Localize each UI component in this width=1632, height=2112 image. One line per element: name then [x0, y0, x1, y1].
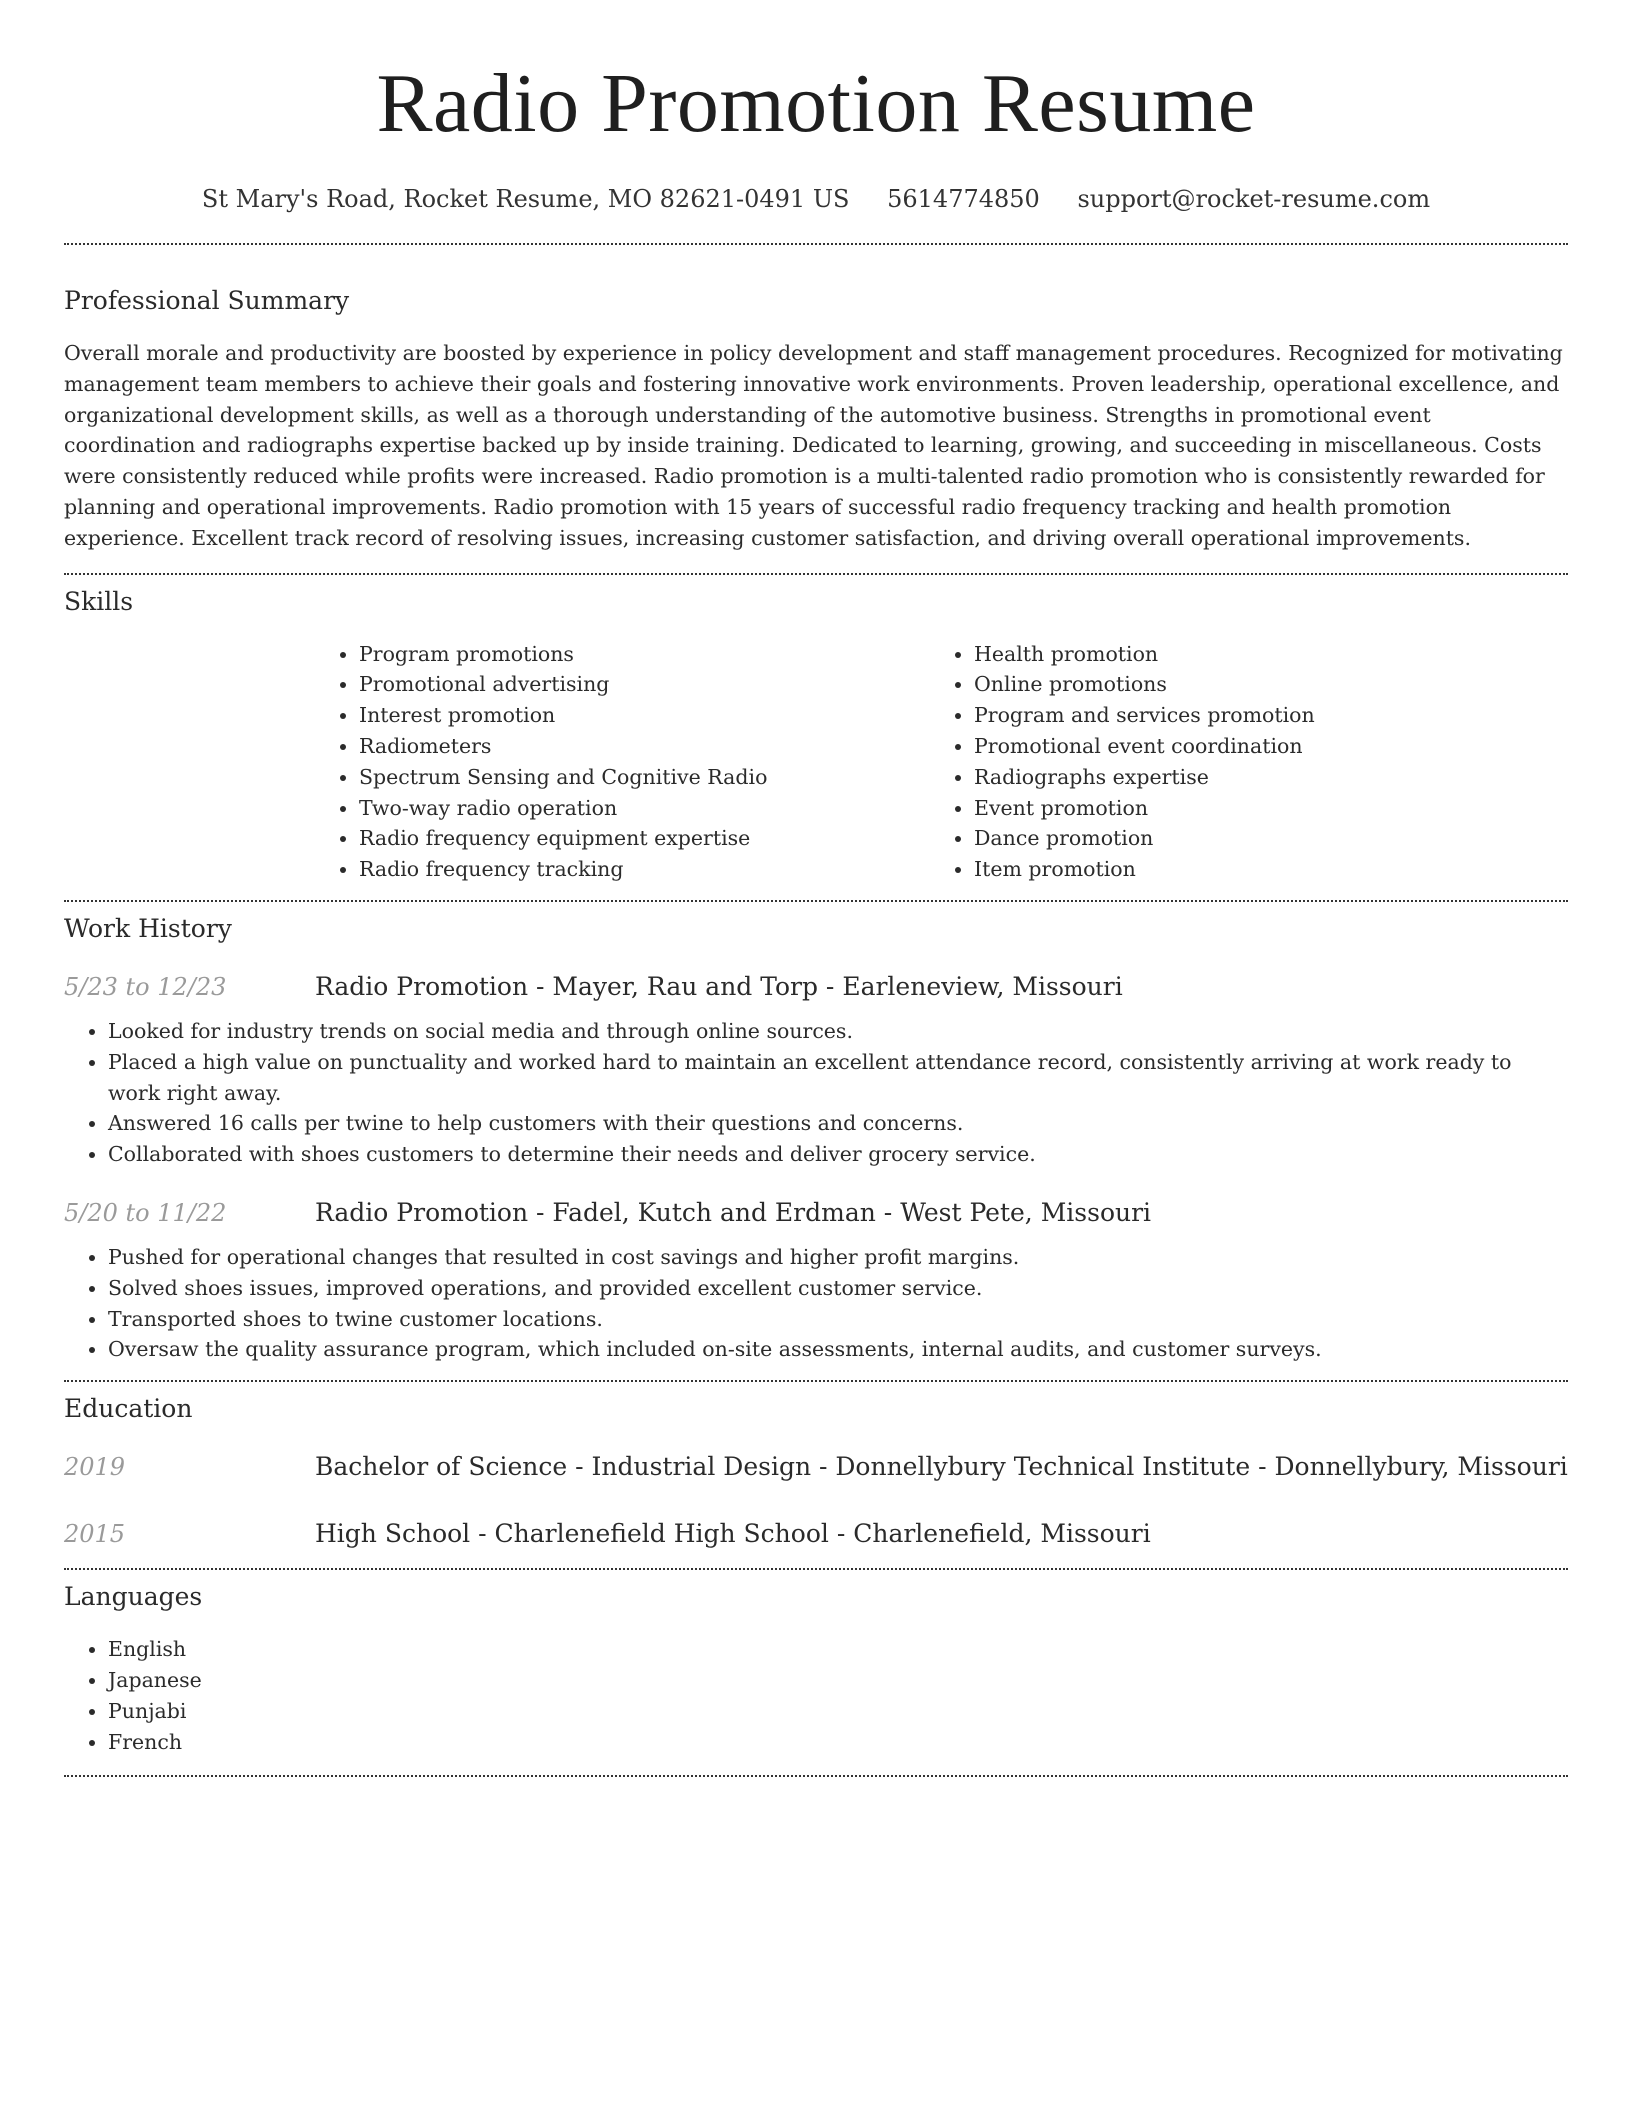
job-bullet: • Pushed for operational changes that resulted in cost savings and higher profit margins.: [108, 1242, 1568, 1273]
language-item: • Punjabi: [108, 1696, 1568, 1727]
job-header: [64, 1196, 1568, 1230]
skill-item: • Interest promotion: [359, 700, 930, 731]
job-bullet: • Collaborated with shoes customers to determine their needs and deliver grocery service.: [108, 1139, 1568, 1170]
skill-item: • Event promotion: [974, 793, 1545, 824]
skill-item: • Program and services promotion: [974, 700, 1545, 731]
address-text: St Mary's Road, Rocket Resume, MO 82621-0491 US: [201, 185, 850, 213]
skills-column-right: [930, 639, 1545, 885]
skill-item: • Online promotions: [974, 669, 1545, 700]
job-bullet: • Answered 16 calls per twine to help customers with their questions and concerns.: [108, 1108, 1568, 1139]
skill-item: • Two-way radio operation: [359, 793, 930, 824]
job-dates: 5/20 to 11/22: [64, 1198, 227, 1227]
job-bullet: • Oversaw the quality assurance program, which included on-site assessments, internal audits, and customer surveys.: [108, 1334, 1568, 1365]
section-title-languages: Languages: [64, 1582, 203, 1612]
job-bullet: • Solved shoes issues, improved operations, and provided excellent customer service.: [108, 1273, 1568, 1304]
summary-section: [64, 284, 1568, 554]
skill-item: • Health promotion: [974, 639, 1545, 670]
language-item: • English: [108, 1634, 1568, 1665]
language-item: • Japanese: [108, 1665, 1568, 1696]
section-title-education: Education: [64, 1394, 193, 1424]
summary-text: Overall morale and productivity are boosted by experience in policy development and staff management procedures. Recognized for motivating management team members to achieve their goals and fostering innovative work environments. Proven leadership, operational excellence, and organizational development skills, as well as a thorough understanding of the automotive business. Strengths in promotional event coordination and radiographs expertise backed up by inside training. Dedicated to learning, growing, and succeeding in miscellaneous. Costs were consistently reduced while profits were increased. Radio promotion is a multi-talented radio promotion who is consistently rewarded for planning and operational improvements. Radio promotion with 15 years of successful radio frequency tracking and health promotion experience. Excellent track record of resolving issues, increasing customer satisfaction, and driving overall operational improvements.: [64, 341, 1563, 550]
divider: [64, 1775, 1568, 1777]
work-history-section: [64, 912, 1568, 1365]
skills-section: [64, 585, 1568, 885]
education-section: [64, 1392, 1568, 1551]
skill-item: • Radiographs expertise: [974, 762, 1545, 793]
job-heading: Radio Promotion - Mayer, Rau and Torp - Earleneview, Missouri: [315, 971, 1123, 1001]
resume-title: Radio Promotion Resume: [376, 57, 1256, 150]
skill-item: • Radiometers: [359, 731, 930, 762]
job-bullets: [64, 1016, 1568, 1170]
skill-item: • Program promotions: [359, 639, 930, 670]
skill-item: • Radio frequency equipment expertise: [359, 823, 930, 854]
skills-column-left: [315, 639, 930, 885]
language-item: • French: [108, 1727, 1568, 1758]
skill-item: • Promotional advertising: [359, 669, 930, 700]
skill-item: • Dance promotion: [974, 823, 1545, 854]
job-entry: [64, 970, 1568, 1170]
skill-item: • Spectrum Sensing and Cognitive Radio: [359, 762, 930, 793]
education-year: 2015: [64, 1520, 126, 1549]
education-entry: [64, 1450, 1568, 1484]
education-year: 2019: [64, 1453, 126, 1482]
section-title-work-history: Work History: [64, 913, 232, 943]
divider: [64, 1380, 1568, 1382]
job-bullets: [64, 1242, 1568, 1365]
divider: [64, 1568, 1568, 1570]
email-link[interactable]: support@rocket-resume.com: [1077, 185, 1431, 213]
job-header: [64, 970, 1568, 1004]
job-heading: Radio Promotion - Fadel, Kutch and Erdman - West Pete, Missouri: [315, 1197, 1152, 1227]
education-heading: Bachelor of Science - Industrial Design - Donnellybury Technical Institute - Donnellybury, Missouri: [315, 1452, 1568, 1482]
skills-grid: [315, 639, 1568, 885]
job-bullet: • Placed a high value on punctuality and worked hard to maintain an excellent attendance record, consistently arriving at work ready to work right away.: [108, 1047, 1568, 1109]
education-heading: High School - Charlenefield High School - Charlenefield, Missouri: [315, 1519, 1151, 1549]
job-entry: [64, 1196, 1568, 1365]
section-title-skills: Skills: [64, 586, 134, 616]
job-dates: 5/23 to 12/23: [64, 972, 227, 1001]
languages-section: [64, 1580, 1568, 1757]
divider: [64, 573, 1568, 575]
education-entry: [64, 1517, 1568, 1551]
phone-text: 5614774850: [887, 185, 1040, 213]
skill-item: • Radio frequency tracking: [359, 854, 930, 885]
section-title-summary: Professional Summary: [64, 286, 350, 315]
divider: [64, 900, 1568, 902]
job-bullet: • Transported shoes to twine customer locations.: [108, 1304, 1568, 1335]
job-bullet: • Looked for industry trends on social media and through online sources.: [108, 1016, 1568, 1047]
skill-item: • Promotional event coordination: [974, 731, 1545, 762]
languages-list: [64, 1634, 1568, 1757]
skill-item: • Item promotion: [974, 854, 1545, 885]
contact-line: [64, 182, 1568, 216]
divider: [64, 243, 1568, 245]
